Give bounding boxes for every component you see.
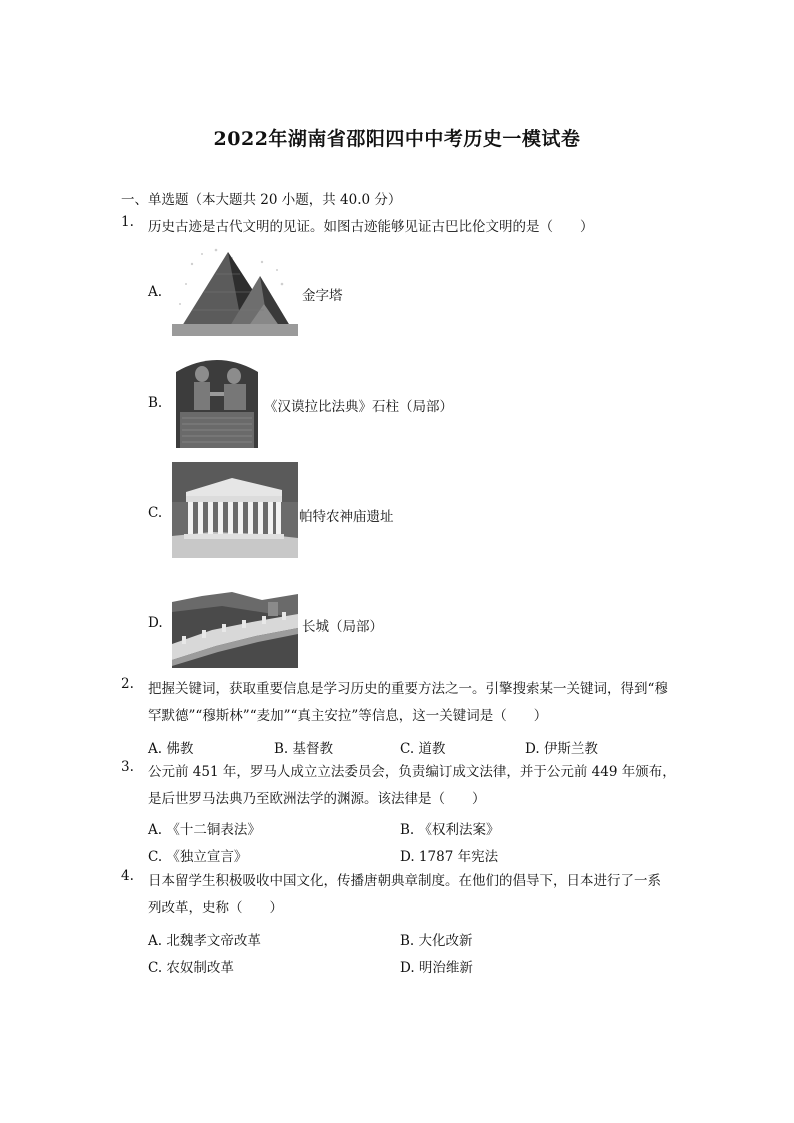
option-b: B. 大化改新 <box>400 933 473 949</box>
option-letter: A. <box>148 284 163 300</box>
question-4-options <box>148 929 668 983</box>
question-text-line-1: 把握关键词，获取重要信息是学习历史的重要方法之一。引擎搜索某一关键词，得到“穆 <box>148 681 668 697</box>
option-d: D. 伊斯兰教 <box>525 741 598 757</box>
option-caption: 帕特农神庙遗址 <box>299 509 394 525</box>
question-1 <box>121 214 681 241</box>
option-letter: B. <box>148 395 163 411</box>
question-number: 2. <box>121 676 134 692</box>
option-c: C. 《独立宣言》 <box>148 849 248 865</box>
option-a: A. 《十二铜表法》 <box>148 822 261 838</box>
question-text-line-1: 日本留学生积极吸收中国文化，传播唐朝典章制度。在他们的倡导下，日本进行了一系 <box>148 873 661 889</box>
option-d: D. 1787 年宪法 <box>400 849 499 865</box>
question-number: 4. <box>121 868 134 884</box>
question-text-line-1: 公元前 451 年，罗马人成立立法委员会，负责编订成文法律，并于公元前 449 年颁布， <box>148 764 676 780</box>
question-3-options <box>148 818 668 872</box>
question-4 <box>121 868 681 922</box>
question-text-line-2: 列改革，史称（ ） <box>148 900 283 916</box>
option-letter: D. <box>148 615 163 631</box>
option-c: C. 农奴制改革 <box>148 960 234 976</box>
pyramids-image <box>172 244 298 336</box>
question-text: 历史古迹是古代文明的见证。如图古迹能够见证古巴比伦文明的是（ ） <box>148 219 594 235</box>
question-3 <box>121 759 681 813</box>
exam-title: 2022年湖南省邵阳四中中考历史一模试卷 <box>213 128 581 150</box>
great-wall-image <box>172 572 298 668</box>
option-letter: C. <box>148 505 163 521</box>
question-text-line-2: 罕默德”“穆斯林”“麦加”“真主安拉”等信息，这一关键词是（ ） <box>148 708 548 724</box>
option-d: D. 明治维新 <box>400 960 473 976</box>
question-2 <box>121 676 681 730</box>
parthenon-image <box>172 462 298 558</box>
option-caption: 《汉谟拉比法典》石柱（局部） <box>264 399 453 415</box>
option-b: B. 《权利法案》 <box>400 822 500 838</box>
question-text-line-2: 是后世罗马法典乃至欧洲法学的渊源。该法律是（ ） <box>148 791 486 807</box>
question-number: 3. <box>121 759 134 775</box>
option-b: B. 基督教 <box>274 741 334 757</box>
hammurabi-stele-image <box>172 352 262 448</box>
question-number: 1. <box>121 214 134 230</box>
option-caption: 长城（局部） <box>302 619 383 635</box>
option-a: A. 北魏孝文帝改革 <box>148 933 261 949</box>
option-caption: 金字塔 <box>302 288 343 304</box>
section-heading: 一、单选题（本大题共 20 小题，共 40.0 分） <box>121 192 402 208</box>
option-c: C. 道教 <box>400 741 446 757</box>
option-a: A. 佛教 <box>148 741 194 757</box>
